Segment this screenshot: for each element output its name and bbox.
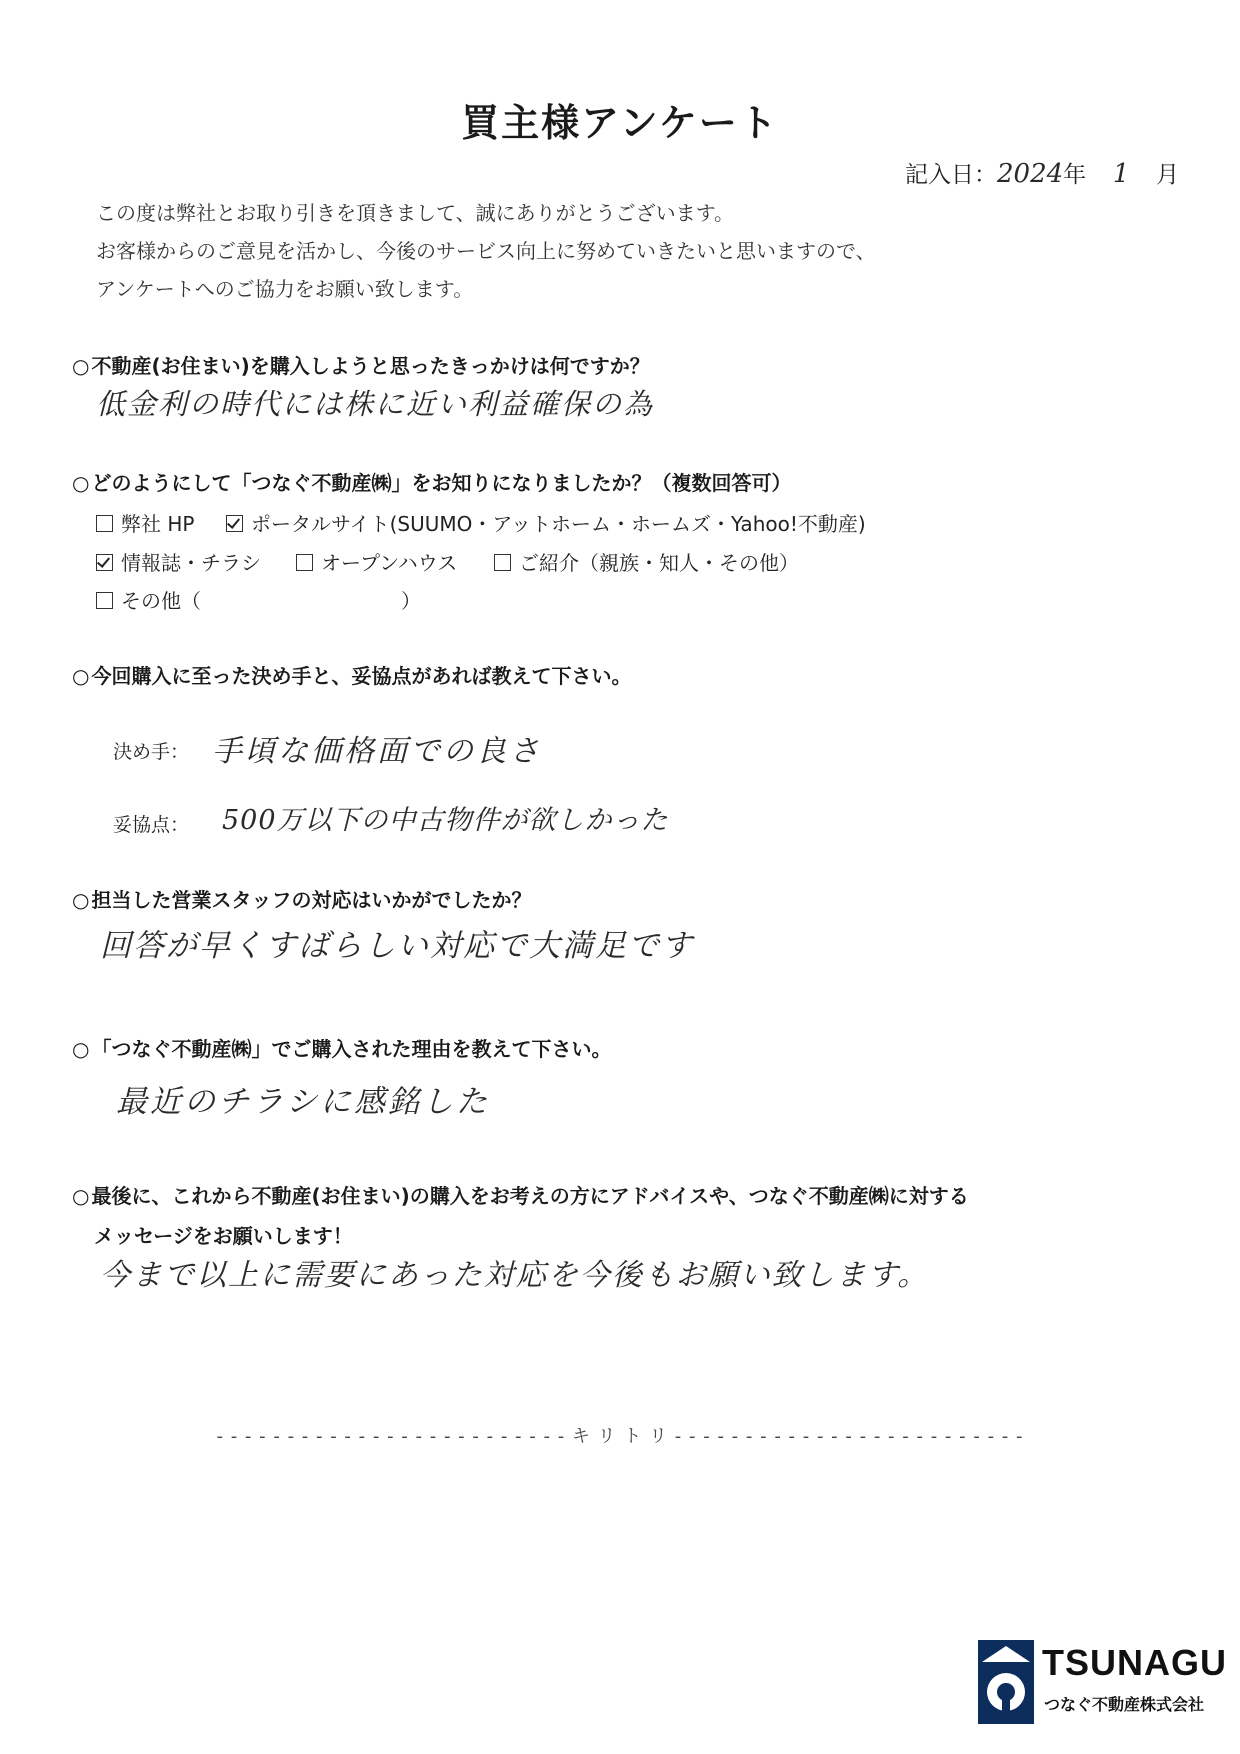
intro-line: お客様からのご意見を活かし、今後のサービス向上に努めていきたいと思いますので、 — [96, 239, 876, 263]
option-open-house[interactable]: オープンハウス — [296, 547, 457, 576]
company-logo — [978, 1640, 1227, 1726]
date-year-unit: 年 — [1063, 162, 1087, 188]
checkbox-icon[interactable] — [296, 554, 313, 571]
intro-line: この度は弊社とお取り引きを頂きまして、誠にありがとうございます。 — [96, 201, 734, 225]
answer-1[interactable]: 低金利の時代には株に近い利益確保の為 — [96, 387, 655, 421]
logo-mark-icon — [978, 1640, 1034, 1724]
cut-line — [0, 1422, 1240, 1448]
compromise-answer[interactable]: 500万以下の中古物件が欲しかった — [222, 805, 669, 836]
circle-bullet-icon: ○ — [72, 354, 90, 378]
answer-4[interactable]: 回答が早くすばらしい対応で大満足です — [100, 928, 694, 964]
option-referral[interactable]: ご紹介（親族・知人・その他） — [494, 547, 799, 576]
question-4-label: 担当した営業スタッフの対応はいかがでしたか？ — [91, 888, 532, 912]
option-other[interactable]: その他（ ） — [96, 585, 421, 614]
cut-dashes-left: - - - - - - - - - - - - - - - - - - - - - - - - - — [216, 1426, 572, 1447]
question-3-label: 今回購入に至った決め手と、妥協点があれば教えて下さい。 — [91, 664, 632, 688]
question-3 — [72, 660, 631, 689]
answer-6[interactable]: 今まで以上に需要にあった対応を今後もお願い致します。 — [100, 1258, 930, 1293]
circle-bullet-icon: ○ — [72, 471, 90, 495]
date-prefix: 記入日： — [905, 162, 997, 188]
question-6 — [72, 1180, 969, 1209]
checkbox-icon[interactable] — [96, 515, 113, 532]
option-portal-site[interactable]: ポータルサイト(SUUMO・アットホーム・ホームズ・Yahoo!不動産) — [226, 508, 866, 537]
cut-dashes-right: - - - - - - - - - - - - - - - - - - - - - - - - - — [668, 1426, 1024, 1447]
circle-bullet-icon: ○ — [72, 888, 90, 912]
logo-name: TSUNAGU — [1042, 1642, 1227, 1683]
question-6-label: 最後に、これから不動産(お住まい)の購入をお考えの方にアドバイスや、つなぐ不動産㈱に対する — [91, 1184, 969, 1208]
checkbox-icon[interactable] — [494, 554, 511, 571]
date-month-unit: 月 — [1156, 162, 1180, 188]
checkbox-checked-icon[interactable] — [226, 515, 243, 532]
circle-bullet-icon: ○ — [72, 1037, 90, 1061]
checkbox-checked-icon[interactable] — [96, 554, 113, 571]
question-5-label: 「つなぐ不動産㈱」でご購入された理由を教えて下さい。 — [91, 1037, 612, 1061]
answer-5[interactable]: 最近のチラシに感銘した — [116, 1084, 490, 1120]
question-2-label: どのようにして「つなぐ不動産㈱」をお知りになりましたか？（複数回答可） — [91, 471, 792, 495]
page-title: 買主様アンケート — [461, 101, 779, 145]
logo-company-name: つなぐ不動産株式会社 — [1044, 1695, 1205, 1714]
question-6-label-line-2: メッセージをお願いします！ — [94, 1224, 353, 1248]
question-1-label: 不動産(お住まい)を購入しようと思ったきっかけは何ですか？ — [91, 354, 650, 378]
question-5 — [72, 1033, 611, 1062]
option-magazine-flyer[interactable]: 情報誌・チラシ — [96, 547, 261, 576]
date-year-value[interactable]: 2024 — [997, 159, 1064, 189]
question-4 — [72, 884, 531, 913]
intro-text — [96, 194, 876, 308]
deciding-label: 決め手： — [113, 741, 190, 763]
entry-date — [905, 156, 1179, 189]
question-2 — [72, 467, 791, 496]
option-company-hp[interactable]: 弊社 HP — [96, 508, 194, 537]
question-1 — [72, 350, 650, 379]
date-month-value[interactable]: 1 — [1112, 159, 1130, 189]
deciding-answer[interactable]: 手頃な価格面での良さ — [212, 734, 542, 769]
cut-line-label: キ リ ト リ — [571, 1426, 669, 1447]
compromise-label: 妥協点： — [113, 814, 190, 836]
intro-line: アンケートへのご協力をお願い致します。 — [96, 277, 474, 301]
checkbox-icon[interactable] — [96, 592, 113, 609]
circle-bullet-icon: ○ — [72, 664, 90, 688]
circle-bullet-icon: ○ — [72, 1184, 90, 1208]
